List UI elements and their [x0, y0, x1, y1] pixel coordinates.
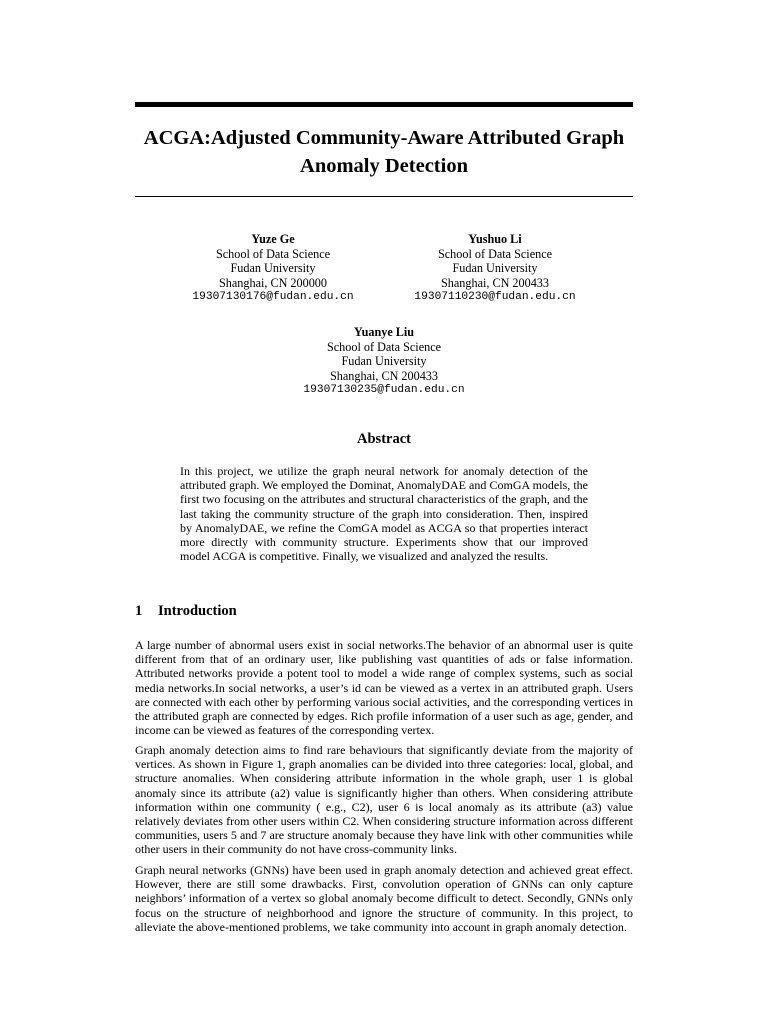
author-email: 19307130176@fudan.edu.cn: [192, 291, 354, 304]
body-paragraph: [135, 743, 633, 857]
author-name: Yuanye Liu: [353, 325, 415, 339]
body-paragraph: [135, 863, 633, 934]
author-block: [183, 232, 363, 305]
section-number: 1: [135, 603, 143, 619]
paper-title: ACGA:Adjusted Community-Aware Attributed Graph Anomaly Detection: [143, 127, 625, 177]
title-bottom-rule: [135, 196, 633, 197]
author-location: Shanghai, CN 200433: [441, 275, 549, 290]
author-name: Yuze Ge: [251, 232, 295, 246]
author-department: School of Data Science: [437, 246, 553, 261]
abstract-heading: Abstract: [357, 431, 411, 447]
author-email: 19307130235@fudan.edu.cn: [303, 384, 465, 397]
author-block: [405, 232, 585, 305]
author-university: Fudan University: [341, 354, 427, 369]
author-department: School of Data Science: [215, 246, 331, 261]
paragraph-text: Graph anomaly detection aims to find rare behaviours that significantly deviate from the majority of vertices. As shown in Figure 1, graph anomalies can be divided into three categories: local, global, and structure anomalies. When considering attribute information in the whole graph, user 1 is global anomaly since its attribute (a2) value is significantly higher than others. When considering attribute information within one community ( e.g., C2), user 6 is local anomaly as its attribute (a3) value relatively deviates from other users within C2. When considering structure information across different communities, users 5 and 7 are structure anomaly because they have link with other communities while other users in their community do not have cross-community links.: [135, 743, 633, 857]
author-university: Fudan University: [452, 261, 538, 276]
author-name: Yushuo Li: [468, 232, 522, 246]
body-paragraph: [135, 638, 633, 737]
abstract-text: In this project, we utilize the graph neural network for anomaly detection of the attributed graph. We employed the Dominat, AnomalyDAE and ComGA models, the first two focusing on the attributes and structural characteristics of the graph, and the last taking the community structure of the graph into consideration. Then, inspired by AnomalyDAE, we refine the ComGA model as ACGA so that properties interact more directly with community structure. Experiments show that our improved model ACGA is competitive. Finally, we visualized and analyzed the results.: [180, 464, 588, 564]
author-location: Shanghai, CN 200000: [219, 275, 327, 290]
author-department: School of Data Science: [326, 339, 442, 354]
title-top-rule: [135, 102, 633, 107]
section-heading: [135, 603, 237, 620]
author-block: [294, 325, 474, 398]
paragraph-text: Graph neural networks (GNNs) have been used in graph anomaly detection and achieved great effect. However, there are still some drawbacks. First, convolution operation of GNNs can only capture neighbors’ information of a vertex so global anomaly become difficult to detect. Secondly, GNNs only focus on the structure of neighborhood and ignore the structure of community. In this project, to alleviate the above-mentioned problems, we take community into account in graph anomaly detection.: [135, 863, 633, 934]
author-location: Shanghai, CN 200433: [330, 368, 438, 383]
section-title: Introduction: [158, 603, 237, 619]
author-university: Fudan University: [230, 261, 316, 276]
author-email: 19307110230@fudan.edu.cn: [414, 291, 576, 304]
paragraph-text: A large number of abnormal users exist in social networks.The behavior of an abnormal user is quite different from that of an ordinary user, like publishing vast quantities of ads or false information. Attributed networks provide a potent tool to model a wide range of complex systems, such as social media networks.In social networks, a user’s id can be viewed as a vertex in an attributed graph. Users are connected with each other by performing various social activities, and the corresponding vertices in the attributed graph are connected by edges. Rich profile information of a user such as age, gender, and income can be viewed as features of the corresponding vertex.: [135, 638, 633, 738]
